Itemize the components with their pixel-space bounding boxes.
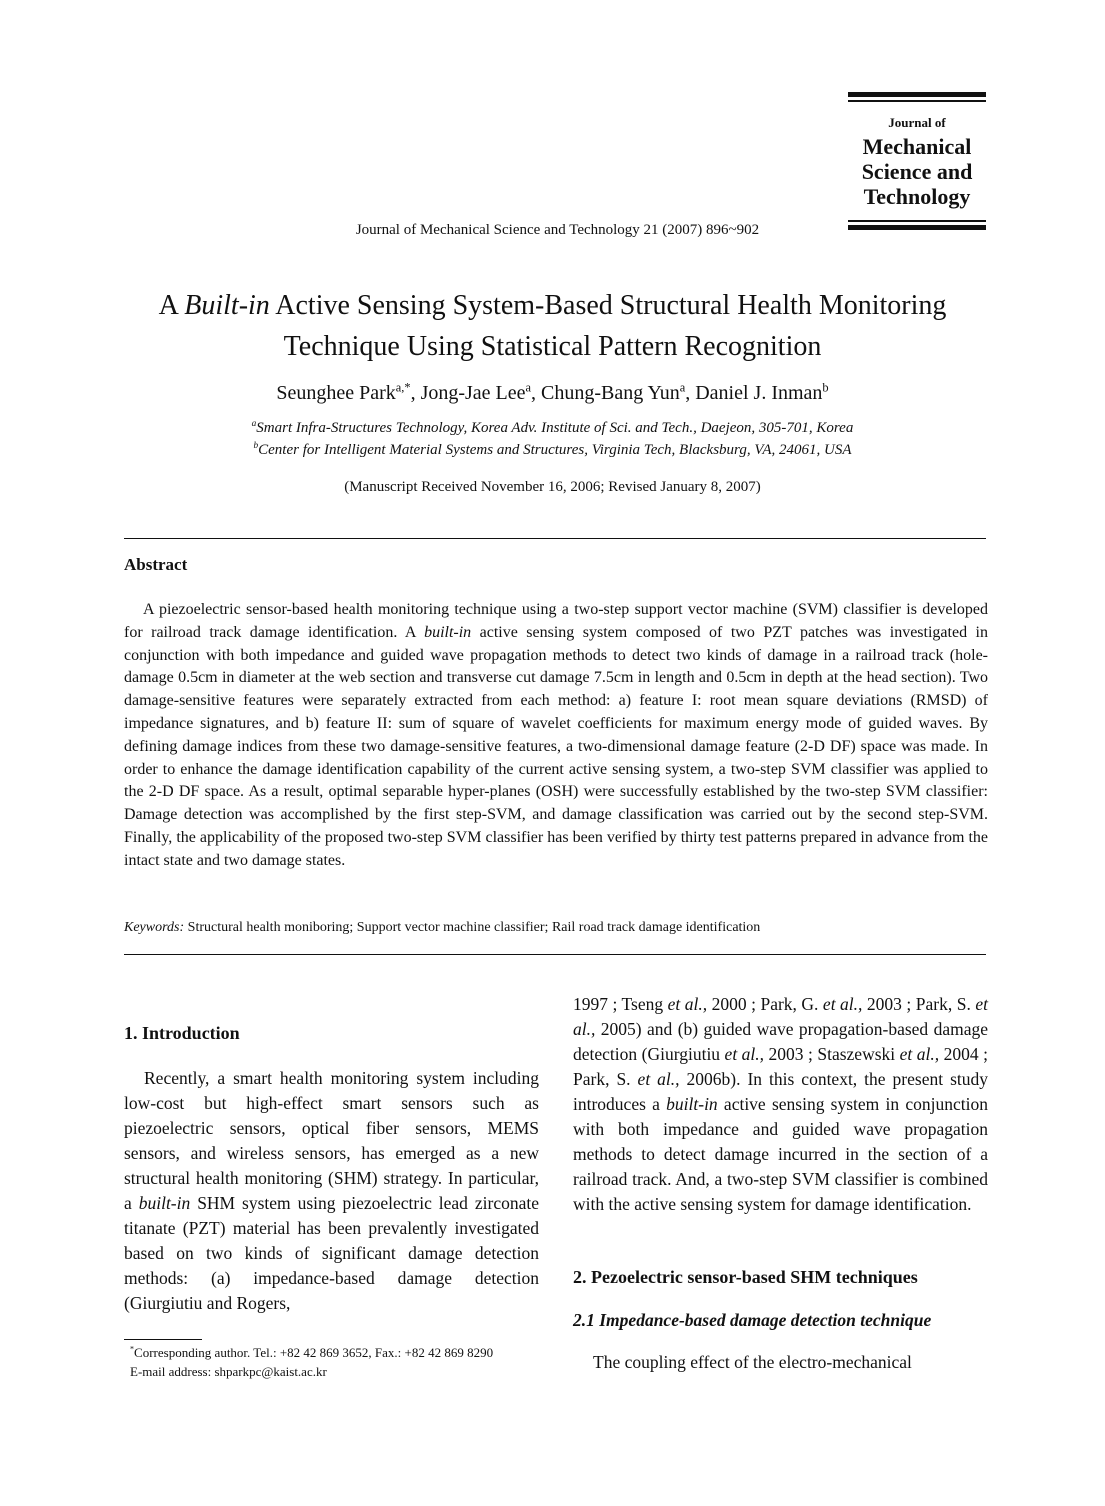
abstract-body: A piezoelectric sensor-based health monitoring technique using a two-step support vector machine (SVM) classifier is developed for railroad track damage identification. A built-in active sensing system composed of two PZT patches was investigated in conjunction with both impedance and guided wave propagation methods to detect two kinds of damage in a railroad track (hole-damage 0.5cm in diameter at the web section and transverse cut damage 7.5cm in length and 0.5cm in depth at the head section). Two damage-sensitive features were separately extracted from each method: a) feature I: root mean square deviations (RMSD) of impedance signatures, and b) feature II: sum of square of wavelet coefficients for maximum energy mode of guided waves. By defining damage indices from these two damage-sensitive features, a two-dimensional damage feature (2-D DF) space was made. In order to enhance the damage identification capability of the current active sensing system, a two-step SVM classifier was applied to the 2-D DF space. As a result, optimal separable hyper-planes (OSH) were successfully established by the two-step SVM classifier: Damage detection was accomplished by the first step-SVM, and damage classification was carried out by the second step-SVM. Finally, the applicability of the proposed two-step SVM classifier has been verified by thirty test patterns prepared in advance from the intact state and two damage states. [124, 601, 988, 869]
title-prefix: A [158, 290, 185, 321]
paper-title [60, 285, 1045, 367]
section-heading-introduction: 1. Introduction [124, 1023, 240, 1043]
author-affil-mark: a [679, 380, 686, 395]
keywords [124, 920, 988, 936]
logo-top-thin-bar [848, 100, 986, 102]
logo-name-line: Science and [861, 159, 973, 184]
keywords-text: Structural health moniboring; Support vector machine classifier; Rail road track damage identification [184, 920, 761, 935]
title-line-1 [60, 285, 1045, 326]
affiliation [60, 439, 1045, 461]
impedance-paragraph: The coupling effect of the electro-mechanical [593, 1352, 912, 1372]
author-name: Jong-Jae Lee [420, 382, 526, 404]
journal-logo [848, 92, 986, 230]
subsection-heading-impedance: 2.1 Impedance-based damage detection technique [573, 1310, 932, 1330]
affiliations [60, 417, 1045, 461]
affiliation-text: Center for Intelligent Material Systems and Structures, Virginia Tech, Blacksburg, VA, 24061, USA [258, 442, 852, 458]
author-affil-mark: b [822, 380, 829, 395]
abstract-bottom-rule [124, 954, 986, 955]
keywords-label: Keywords: [124, 920, 185, 935]
author-name: Daniel J. Inman [695, 382, 823, 404]
introduction-paragraph: Recently, a smart health monitoring system including low-cost but high-effect smart sensors such as piezoelectric sensors, optical fiber sensors, MEMS sensors, and wireless sensors, has emerged as a new structural health monitoring (SHM) strategy. In particular, a built-in SHM system using piezoelectric lead zirconate titanate (PZT) material has been prevalently investigated based on two kinds of significant damage detection methods: (a) impedance-based damage detection (Giurgiutiu and Rogers, [124, 1068, 539, 1313]
manuscript-dates: (Manuscript Received November 16, 2006; Revised January 8, 2007) [344, 479, 761, 495]
footnote-mark: * [130, 1344, 135, 1354]
journal-citation: Journal of Mechanical Science and Technology 21 (2007) 896~902 [355, 222, 760, 238]
logo-top-bar [848, 92, 986, 97]
title-line1-rest: Active Sensing System-Based Structural Health Monitoring [269, 290, 947, 321]
footnote [130, 1343, 493, 1381]
footnote-line: *Corresponding author. Tel.: +82 42 869 3652, Fax.: +82 42 869 8290 [130, 1344, 494, 1360]
abstract-top-rule [124, 538, 986, 539]
footnote-email: E-mail address: shparkpc@kaist.ac.kr [130, 1364, 327, 1379]
author-list: Seunghee Park$^{a,*}$, Jong-Jae Lee$^a$, Chung-Bang Yun$^a$, Daniel J. Inman$^b$ [276, 380, 829, 404]
logo-name-line: Technology [863, 184, 971, 209]
author-affil-mark: a [525, 380, 532, 395]
logo-name-line: Mechanical [862, 134, 972, 159]
affiliation-mark: b [253, 441, 259, 451]
section-heading-shm-techniques: 2. Pezoelectric sensor-based SHM techniques [573, 1267, 918, 1287]
affiliation-mark: a [251, 419, 257, 429]
affiliation-text: Smart Infra-Structures Technology, Korea Adv. Institute of Sci. and Tech., Daejeon, 305-701, Korea [256, 420, 854, 436]
title-line-2: Technique Using Statistical Pattern Recognition [283, 331, 822, 362]
footnote-rule [124, 1339, 202, 1340]
title-italic: Built-in [184, 290, 270, 321]
abstract-heading: Abstract [124, 555, 188, 574]
affiliation [60, 417, 1045, 439]
author-affil-mark: a,* [395, 380, 411, 395]
logo-journal-name [848, 134, 986, 209]
right-column-paragraph: 1997 ; Tseng et al., 2000 ; Park, G. et al., 2003 ; Park, S. et al., 2005) and (b) guided wave propagation-based damage detection (Giurgiutiu et al., 2003 ; Staszewski et al., 2004 ; Park, S. et al., 2006b). In this context, the present study introduces a built-in active sensing system in conjunction with both impedance and guided wave propagation methods to detect damage incurred in the section of a railroad track. And, a two-step SVM classifier is combined with the active sensing system for damage identification. [573, 994, 989, 1214]
author-name: Seunghee Park [276, 382, 396, 404]
author-name: Chung-Bang Yun [541, 382, 680, 404]
logo-journal-of: Journal of [888, 115, 946, 130]
